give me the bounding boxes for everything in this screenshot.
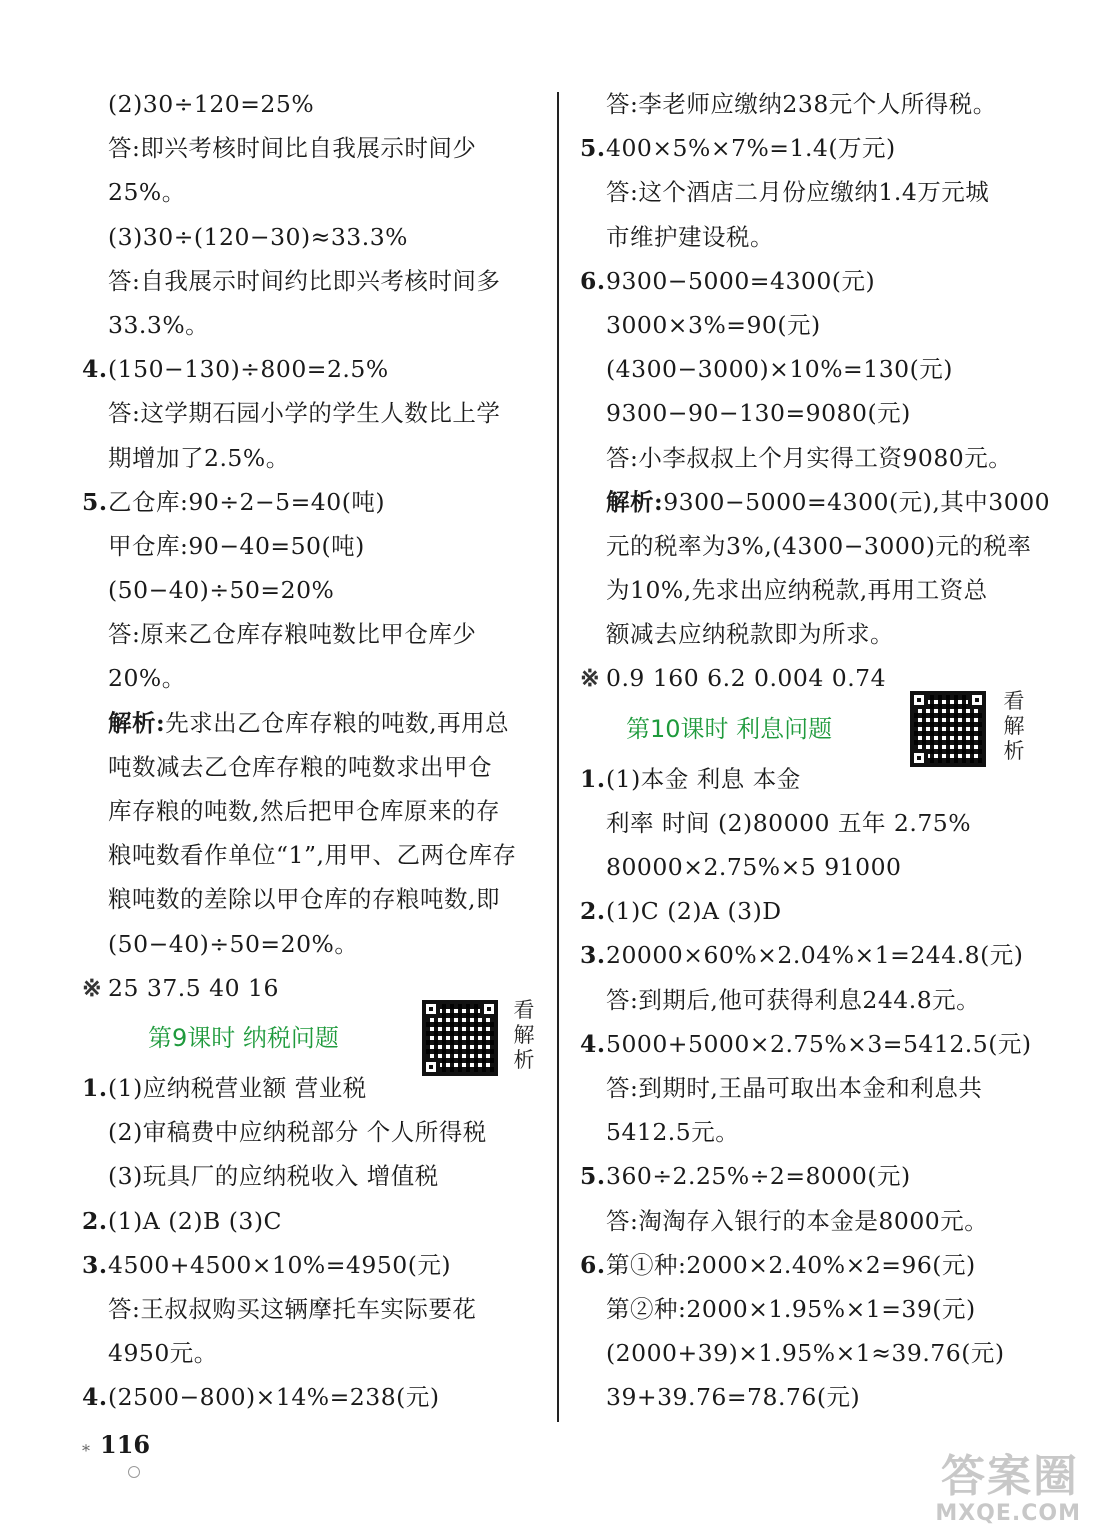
right-answer-list-2 — [580, 757, 1045, 1420]
question-number: 6. — [580, 266, 606, 295]
line-text: 额减去应纳税款即为所求。 — [606, 620, 894, 649]
line-text: 25%。 — [108, 178, 186, 207]
line-text: 答:自我展示时间约比即兴考核时间多 — [108, 266, 501, 295]
line-text: (4300−3000)×10%=130(元) — [606, 355, 953, 384]
line-text: 9300−5000=4300(元) — [606, 266, 876, 295]
question-line — [580, 889, 1045, 933]
line-text: 粮吨数的差除以甲仓库的存粮吨数,即 — [108, 885, 500, 914]
line-text: 5412.5元。 — [606, 1118, 740, 1147]
left-answer-list — [82, 82, 544, 1010]
answer-line — [82, 170, 544, 214]
answer-line — [82, 1331, 544, 1375]
explanation-line — [82, 789, 544, 833]
question-number: 6. — [580, 1250, 606, 1279]
question-number: 2. — [580, 897, 606, 926]
section-title: 第10课时 利息问题 — [626, 714, 833, 743]
line-text: (1)C (2)A (3)D — [606, 897, 782, 926]
qr-code-icon[interactable] — [422, 1000, 498, 1076]
line-text: 9300−5000=4300(元),其中3000 — [663, 487, 1051, 516]
line-text: 市维护建设税。 — [606, 222, 774, 251]
explanation-line — [82, 877, 544, 921]
answer-line — [580, 303, 1045, 347]
line-text: 先求出乙仓库存粮的吨数,再用总 — [165, 708, 510, 737]
answer-line — [580, 1331, 1045, 1375]
line-text: (50−40)÷50=20% — [108, 576, 335, 605]
line-text: (1)应纳税营业额 营业税 — [108, 1073, 367, 1102]
question-number: 1. — [82, 1073, 108, 1102]
answer-line — [580, 215, 1045, 259]
explanation-line — [580, 568, 1045, 612]
question-line — [82, 347, 544, 391]
extra-marker: ※ — [82, 973, 103, 1002]
question-number: 5. — [580, 134, 606, 163]
answer-line — [82, 656, 544, 700]
answer-line — [82, 303, 544, 347]
line-text: 第②种:2000×1.95%×1=39(元) — [606, 1294, 976, 1323]
answer-line — [580, 391, 1045, 435]
watermark-logo — [909, 1440, 1089, 1530]
explanation-line — [580, 480, 1051, 524]
page-dot — [128, 1466, 140, 1478]
line-text: 为10%,先求出应纳税款,再用工资总 — [606, 576, 988, 605]
left-column — [82, 82, 544, 1419]
answer-line — [580, 1375, 1045, 1419]
column-divider — [557, 92, 559, 1422]
question-line — [580, 757, 1045, 801]
explanation-line — [82, 833, 544, 877]
question-line — [580, 1022, 1045, 1066]
line-text: 库存粮的吨数,然后把甲仓库原来的存 — [108, 797, 500, 825]
explanation-line — [82, 745, 544, 789]
line-text: 利率 时间 (2)80000 五年 2.75% — [606, 808, 972, 837]
answer-line — [82, 524, 544, 568]
answer-line — [580, 170, 1045, 214]
line-text: (50−40)÷50=20%。 — [108, 929, 359, 958]
left-answer-list-2 — [82, 1066, 544, 1420]
answer-line — [580, 978, 1045, 1022]
explanation-line — [580, 524, 1045, 568]
line-text: 粮吨数看作单位“1”,用甲、乙两仓库存 — [108, 841, 517, 870]
right-answer-list — [580, 82, 1051, 701]
question-number: 4. — [580, 1029, 606, 1058]
question-number: 1. — [580, 764, 606, 793]
extra-marker: ※ — [580, 664, 601, 693]
question-line — [580, 259, 1045, 303]
answer-line — [580, 1066, 1045, 1110]
line-text: 答:小李叔叔上个月实得工资9080元。 — [606, 443, 1013, 472]
line-text: 360÷2.25%÷2=8000(元) — [606, 1162, 911, 1191]
answer-line — [580, 1110, 1045, 1154]
answer-line — [82, 82, 544, 126]
line-text: 4950元。 — [108, 1339, 218, 1368]
section-title: 第9课时 纳税问题 — [148, 1023, 339, 1052]
line-text: (3)30÷(120−30)≈33.3% — [108, 222, 409, 251]
qr-label: 看解析 — [1003, 688, 1025, 763]
line-text: (2000+39)×1.95%×1≈39.76(元) — [606, 1339, 1005, 1368]
answer-line — [82, 568, 544, 612]
line-text: 20000×60%×2.04%×1=244.8(元) — [606, 941, 1024, 970]
answer-line — [82, 215, 544, 259]
answer-line — [82, 259, 544, 303]
question-number: 5. — [580, 1162, 606, 1191]
question-line — [82, 1066, 544, 1110]
answer-line — [580, 845, 1045, 889]
question-number: 5. — [82, 487, 108, 516]
line-text: 期增加了2.5%。 — [108, 443, 290, 472]
line-text: 答:王叔叔购买这辆摩托车实际要花 — [108, 1294, 477, 1323]
line-text: 答:到期时,王晶可取出本金和利息共 — [606, 1073, 983, 1102]
line-text: 33.3%。 — [108, 310, 210, 339]
question-line — [82, 1375, 544, 1419]
qr-code-icon[interactable] — [910, 691, 986, 767]
line-text: (2)审稿费中应纳税部分 个人所得税 — [108, 1118, 487, 1147]
line-text: 元的税率为3%,(4300−3000)元的税率 — [606, 531, 1032, 560]
line-text: 0.9 160 6.2 0.004 0.74 — [606, 664, 887, 693]
watermark-text: 答案圈 — [941, 1451, 1079, 1502]
line-text: (3)玩具厂的应纳税收入 增值税 — [108, 1162, 439, 1191]
line-text: 乙仓库:90÷2−5=40(吨) — [108, 487, 386, 516]
question-number: 4. — [82, 355, 108, 384]
line-text: 吨数减去乙仓库存粮的吨数求出甲仓 — [108, 752, 492, 781]
answer-line — [82, 612, 544, 656]
answer-line — [580, 1287, 1045, 1331]
answer-line — [82, 126, 544, 170]
answer-line — [82, 1110, 544, 1154]
line-text: 20%。 — [108, 664, 186, 693]
answer-line — [580, 1199, 1045, 1243]
answer-line — [580, 801, 1045, 845]
line-text: 3000×3%=90(元) — [606, 310, 821, 339]
line-text: (150−130)÷800=2.5% — [108, 355, 389, 384]
question-line — [580, 1154, 1045, 1198]
qr-label: 看解析 — [513, 997, 535, 1072]
line-text: 39+39.76=78.76(元) — [606, 1383, 861, 1412]
question-number: 3. — [82, 1250, 108, 1279]
question-number: 2. — [82, 1206, 108, 1235]
line-text: 80000×2.75%×5 91000 — [606, 853, 902, 881]
question-number: 3. — [580, 941, 606, 970]
question-line — [82, 1243, 544, 1287]
line-text: (1)A (2)B (3)C — [108, 1206, 283, 1235]
explanation-line — [82, 922, 544, 966]
line-text: 答:即兴考核时间比自我展示时间少 — [108, 134, 477, 163]
question-line — [82, 1199, 544, 1243]
section-header-lesson-9 — [82, 997, 544, 1072]
line-text: 第①种:2000×2.40%×2=96(元) — [606, 1250, 976, 1279]
line-text: 甲仓库:90−40=50(吨) — [108, 531, 365, 560]
page-mark: ⁎ — [82, 1436, 90, 1455]
page-number: 116 — [100, 1430, 151, 1459]
line-text: (2500−800)×14%=238(元) — [108, 1383, 440, 1412]
question-line — [580, 933, 1045, 977]
answer-line — [82, 391, 544, 435]
question-number: 4. — [82, 1383, 108, 1412]
line-text: 400×5%×7%=1.4(万元) — [606, 134, 896, 163]
line-text: 25 37.5 40 16 — [108, 973, 279, 1002]
line-text: 9300−90−130=9080(元) — [606, 399, 911, 428]
line-text: (2)30÷120=25% — [108, 90, 315, 118]
line-text: 5000+5000×2.75%×3=5412.5(元) — [606, 1029, 1032, 1058]
answer-line — [82, 1287, 544, 1331]
line-text: 答:李老师应缴纳238元个人所得税。 — [606, 90, 997, 118]
line-text: 答:这学期石园小学的学生人数比上学 — [108, 399, 501, 428]
question-line — [580, 1243, 1045, 1287]
watermark-url: MXQE.COM — [935, 1501, 1081, 1526]
line-text: (1)本金 利息 本金 — [606, 764, 801, 793]
explanation-line — [580, 612, 1045, 656]
line-text: 答:这个酒店二月份应缴纳1.4万元城 — [606, 178, 990, 207]
section-header-lesson-10 — [580, 688, 1045, 763]
explanation-label: 解析: — [606, 487, 664, 516]
line-text: 答:原来乙仓库存粮吨数比甲仓库少 — [108, 620, 477, 649]
answer-line — [82, 1154, 544, 1198]
explanation-line — [82, 701, 544, 745]
line-text: 答:淘淘存入银行的本金是8000元。 — [606, 1206, 989, 1235]
answer-line — [82, 436, 544, 480]
answer-line — [580, 436, 1045, 480]
line-text: 答:到期后,他可获得利息244.8元。 — [606, 985, 981, 1014]
question-line — [580, 126, 1045, 170]
line-text: 4500+4500×10%=4950(元) — [108, 1250, 452, 1279]
right-column — [580, 82, 1051, 1419]
explanation-label: 解析: — [108, 708, 166, 737]
answer-line — [580, 82, 1045, 126]
answer-line — [580, 347, 1045, 391]
question-line — [82, 480, 544, 524]
